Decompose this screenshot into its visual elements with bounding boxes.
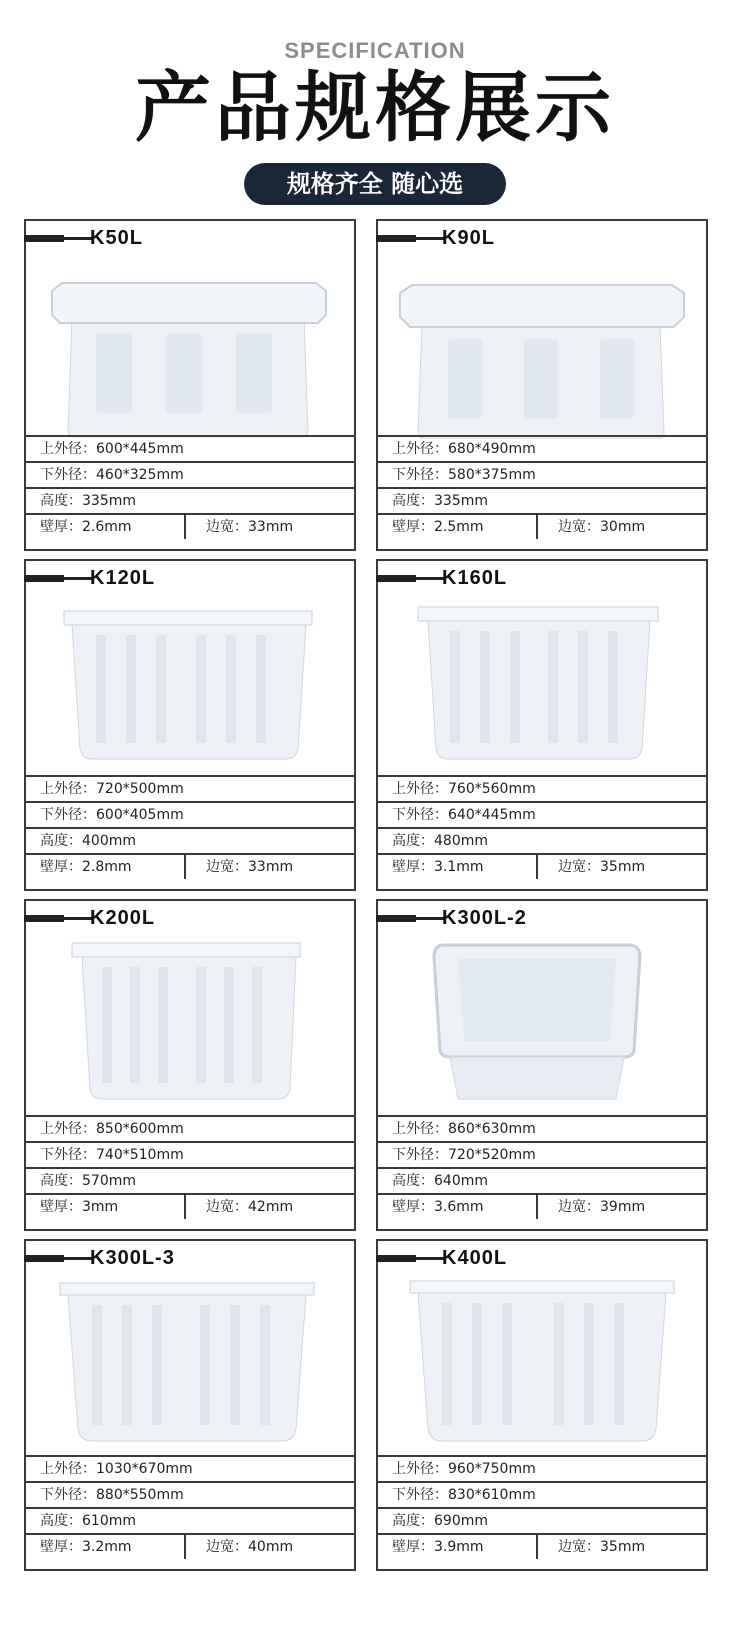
lower-diameter: 下外径：720*520mm bbox=[392, 1147, 536, 1163]
cell-divider bbox=[536, 855, 538, 879]
label-marker bbox=[376, 577, 444, 580]
spec-table bbox=[26, 435, 354, 549]
product-card-k90l bbox=[376, 219, 708, 551]
product-name: K160L bbox=[442, 567, 508, 589]
cell-divider bbox=[184, 1535, 186, 1559]
upper-diameter: 上外径：1030*670mm bbox=[40, 1461, 193, 1477]
wall-thickness: 壁厚：2.8mm bbox=[40, 859, 132, 875]
height-value: 高度：335mm bbox=[392, 493, 488, 509]
lower-diameter: 下外径：830*610mm bbox=[392, 1487, 536, 1503]
product-card-k120l bbox=[24, 559, 356, 891]
spec-table bbox=[378, 1455, 706, 1569]
edge-width: 边宽：35mm bbox=[558, 1539, 646, 1555]
cell-divider bbox=[536, 1535, 538, 1559]
lower-diameter: 下外径：740*510mm bbox=[40, 1147, 184, 1163]
bin-image bbox=[378, 589, 706, 779]
product-card-k300l-3 bbox=[24, 1239, 356, 1571]
upper-diameter: 上外径：760*560mm bbox=[392, 781, 536, 797]
product-card-k200l bbox=[24, 899, 356, 1231]
label-marker bbox=[24, 577, 92, 580]
edge-width: 边宽：39mm bbox=[558, 1199, 646, 1215]
product-name: K50L bbox=[90, 227, 143, 249]
edge-width: 边宽：42mm bbox=[206, 1199, 294, 1215]
upper-diameter: 上外径：720*500mm bbox=[40, 781, 184, 797]
product-name: K300L-3 bbox=[90, 1247, 175, 1269]
label-marker bbox=[24, 237, 92, 240]
product-name: K90L bbox=[442, 227, 495, 249]
label-marker bbox=[24, 1257, 92, 1260]
edge-width: 边宽：33mm bbox=[206, 519, 294, 535]
lower-diameter: 下外径：460*325mm bbox=[40, 467, 184, 483]
lower-diameter: 下外径：580*375mm bbox=[392, 467, 536, 483]
label-marker bbox=[24, 917, 92, 920]
bin-image bbox=[26, 1269, 354, 1459]
cell-divider bbox=[184, 515, 186, 539]
spec-table bbox=[26, 1455, 354, 1569]
wall-thickness: 壁厚：3.1mm bbox=[392, 859, 484, 875]
product-spec-heading: 产品规格展示 bbox=[135, 63, 615, 152]
height-value: 高度：570mm bbox=[40, 1173, 136, 1189]
wall-thickness: 壁厚：2.5mm bbox=[392, 519, 484, 535]
label-marker bbox=[376, 237, 444, 240]
bin-image bbox=[378, 249, 706, 439]
upper-diameter: 上外径：850*600mm bbox=[40, 1121, 184, 1137]
spec-table bbox=[26, 775, 354, 889]
height-value: 高度：640mm bbox=[392, 1173, 488, 1189]
product-card-k300l-2 bbox=[376, 899, 708, 1231]
wall-thickness: 壁厚：3mm bbox=[40, 1199, 119, 1215]
page-header bbox=[0, 0, 750, 220]
spec-table bbox=[378, 775, 706, 889]
spec-table bbox=[378, 1115, 706, 1229]
lower-diameter: 下外径：640*445mm bbox=[392, 807, 536, 823]
label-marker bbox=[376, 1257, 444, 1260]
product-name: K200L bbox=[90, 907, 156, 929]
upper-diameter: 上外径：600*445mm bbox=[40, 441, 184, 457]
product-name: K120L bbox=[90, 567, 156, 589]
edge-width: 边宽：30mm bbox=[558, 519, 646, 535]
label-marker bbox=[376, 917, 444, 920]
bin-image bbox=[378, 1269, 706, 1459]
wall-thickness: 壁厚：3.9mm bbox=[392, 1539, 484, 1555]
edge-width: 边宽：35mm bbox=[558, 859, 646, 875]
height-value: 高度：335mm bbox=[40, 493, 136, 509]
wall-thickness: 壁厚：2.6mm bbox=[40, 519, 132, 535]
specification-title: SPECIFICATION bbox=[284, 38, 466, 63]
bin-image bbox=[378, 929, 706, 1119]
bin-image bbox=[26, 249, 354, 439]
lower-diameter: 下外径：880*550mm bbox=[40, 1487, 184, 1503]
wall-thickness: 壁厚：3.6mm bbox=[392, 1199, 484, 1215]
spec-table bbox=[378, 435, 706, 549]
height-value: 高度：400mm bbox=[40, 833, 136, 849]
cell-divider bbox=[184, 1195, 186, 1219]
edge-width: 边宽：33mm bbox=[206, 859, 294, 875]
wall-thickness: 壁厚：3.2mm bbox=[40, 1539, 132, 1555]
bin-image bbox=[26, 589, 354, 779]
height-value: 高度：480mm bbox=[392, 833, 488, 849]
upper-diameter: 上外径：680*490mm bbox=[392, 441, 536, 457]
upper-diameter: 上外径：960*750mm bbox=[392, 1461, 536, 1477]
product-name: K400L bbox=[442, 1247, 508, 1269]
cell-divider bbox=[536, 515, 538, 539]
spec-table bbox=[26, 1115, 354, 1229]
height-value: 高度：610mm bbox=[40, 1513, 136, 1529]
tagline-badge: 规格齐全 随心选 bbox=[244, 163, 506, 205]
product-card-k50l bbox=[24, 219, 356, 551]
edge-width: 边宽：40mm bbox=[206, 1539, 294, 1555]
lower-diameter: 下外径：600*405mm bbox=[40, 807, 184, 823]
height-value: 高度：690mm bbox=[392, 1513, 488, 1529]
bin-image bbox=[26, 929, 354, 1119]
product-card-k160l bbox=[376, 559, 708, 891]
product-card-k400l bbox=[376, 1239, 708, 1571]
product-name: K300L-2 bbox=[442, 907, 527, 929]
cell-divider bbox=[536, 1195, 538, 1219]
cell-divider bbox=[184, 855, 186, 879]
upper-diameter: 上外径：860*630mm bbox=[392, 1121, 536, 1137]
